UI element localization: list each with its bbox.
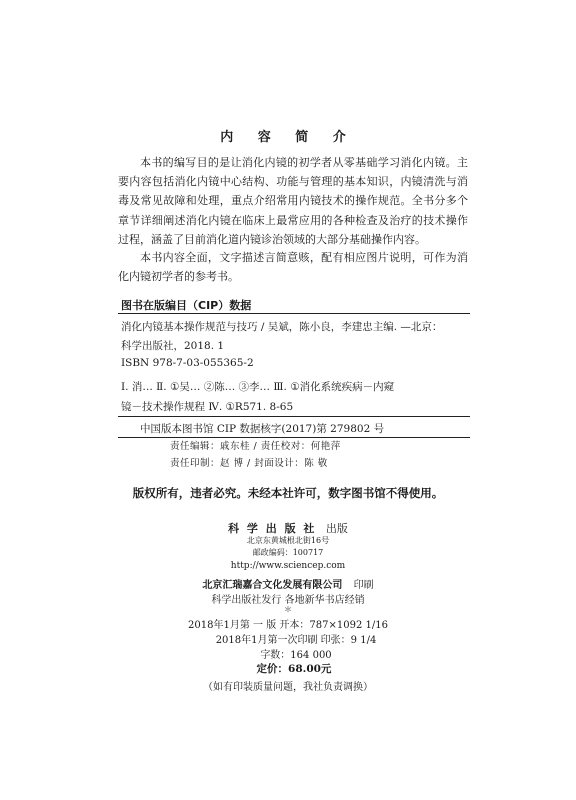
printer-line [0,576,576,591]
edition-line: 2018年1月第 一 版 开本：787×1092 1/16 [188,620,388,631]
credits-editor-line: 责任编辑：戚东桂 / 责任校对：何艳萍 [170,441,341,452]
cip-line-subjects-1: Ⅰ. 消… Ⅱ. ①吴… ②陈… ③李… Ⅲ. ①消化系统疾病－内窥 [121,381,395,393]
publisher-url: http://www.sciencep.com [230,561,346,571]
cip-middle-rule [118,416,470,417]
price: 定价：68.00元 [256,663,332,675]
cip-line-publisher: 科学出版社，2018. 1 [121,340,225,352]
publisher-address: 北京东黄城根北街16号 [246,536,330,545]
cip-record-number: 中国版本图书馆 CIP 数据核字(2017)第 279802 号 [140,423,385,435]
publisher-postcode: 邮政编码：100717 [252,548,324,557]
quality-note: （如有印装质量问题，我社负责调换） [203,682,373,693]
cip-isbn: ISBN 978-7-03-055365-2 [121,357,254,369]
printing-line: 2018年1月第一次印刷 印张：9 1/4 [215,635,377,646]
intro-paragraph-1: 本书的编写目的是让消化内镜的初学者从零基础学习消化内镜。主要内容包括消化内镜中心结构、功能与管理的基本知识，内镜清洗与消毒及常见故障和处理，重点介绍常用内镜技术的操作规范。全书分多个章节详细阐述消化内镜在临床上最常应用的各种检查及治疗的技术操作过程，涵盖了目前消化道内镜诊治领域的大部分基础操作内容。 [118,156,468,246]
copyright-notice: 版权所有，违者必究。未经本社许可，数字图书馆不得使用。 [132,486,444,500]
cip-line-subjects-2: 镜－技术操作规程 Ⅳ. ①R571. 8-65 [121,401,294,413]
word-count: 字数：164 000 [260,650,332,661]
cip-heading: 图书在版编目（CIP）数据 [121,299,252,312]
credits-print-line: 责任印制：赵 博 / 封面设计：陈 敬 [170,458,328,469]
publisher-name: 科 学 出 版 社 [228,522,317,535]
separator-star: ＊ [284,605,292,614]
page-title: 内 容 简 介 [220,130,356,145]
distribution-line: 科学出版社发行 各地新华书店经销 [211,595,365,606]
intro-paragraph-2: 本书内容全面，文字描述言简意赅，配有相应图片说明，可作为消化内镜初学者的参考书。 [118,251,468,284]
cip-top-rule [118,313,470,314]
printer-suffix: 印刷 [353,580,374,591]
printer-name: 北京汇瑞嘉合文化发展有限公司 [202,580,343,591]
publisher-line [0,520,576,536]
cip-line-title: 消化内镜基本操作规范与技巧 / 吴斌，陈小良，李建忠主编. —北京： [121,321,443,333]
publisher-name-suffix: 出版 [325,522,348,535]
